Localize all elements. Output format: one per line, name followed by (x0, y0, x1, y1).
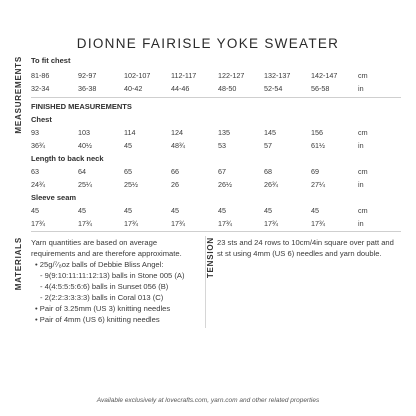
chest-in-5: 53 (218, 141, 226, 150)
chest-in-7: 61½ (311, 141, 325, 150)
divider (31, 97, 401, 98)
length-cm-1: 63 (31, 167, 39, 176)
sleeve-cm-1: 45 (31, 206, 39, 215)
sleeve-in-2: 17¾ (78, 219, 92, 228)
size-in-3: 40-42 (124, 84, 143, 93)
length-in-1: 24¾ (31, 180, 45, 189)
size-in-4: 44-46 (171, 84, 190, 93)
size-in-2: 36-38 (78, 84, 97, 93)
chest-cm-5: 135 (218, 128, 230, 137)
materials-item: • Pair of 4mm (US 6) knitting needles (35, 315, 160, 324)
length-cm-4: 66 (171, 167, 179, 176)
chest-cm-7: 156 (311, 128, 323, 137)
materials-intro: Yarn quantities are based on average requirements and are therefore approximate. (31, 238, 182, 258)
sleeve-cm-5: 45 (218, 206, 226, 215)
sleeve-cm-2: 45 (78, 206, 86, 215)
length-cm-5: 67 (218, 167, 226, 176)
length-in-5: 26½ (218, 180, 232, 189)
length-in-unit: in (358, 180, 364, 189)
length-heading: Length to back neck (31, 154, 104, 163)
size-cm-3: 102-107 (124, 71, 151, 80)
length-cm-3: 65 (124, 167, 132, 176)
sleeve-in-unit: in (358, 219, 364, 228)
size-cm-7: 142-147 (311, 71, 338, 80)
size-cm-2: 92-97 (78, 71, 97, 80)
materials-section-label: MATERIALS (14, 237, 23, 291)
sleeve-in-1: 17¾ (31, 219, 45, 228)
chest-cm-4: 124 (171, 128, 183, 137)
length-cm-6: 68 (264, 167, 272, 176)
sleeve-cm-unit: cm (358, 206, 368, 215)
size-cm-5: 122-127 (218, 71, 245, 80)
sleeve-in-6: 17¾ (264, 219, 278, 228)
yarn-line-stone: 9(9:10:11:11:12:13) balls in Stone 005 (A) (44, 271, 185, 280)
finished-measurements-heading: FINISHED MEASUREMENTS (31, 102, 132, 111)
sleeve-cm-7: 45 (311, 206, 319, 215)
length-cm-2: 64 (78, 167, 86, 176)
materials-item: • 25g/⁷⁄₈oz balls of Debbie Bliss Angel: (35, 260, 164, 269)
chest-cm-1: 93 (31, 128, 39, 137)
yarn-line: - 9(9:10:11:11:12:13) balls in Stone 005 (A) (40, 271, 185, 280)
size-in-unit: in (358, 84, 364, 93)
length-in-4: 26 (171, 180, 179, 189)
section-divider (31, 231, 401, 232)
to-fit-chest-heading: To fit chest (31, 56, 71, 65)
sleeve-in-5: 17¾ (218, 219, 232, 228)
column-divider (205, 236, 206, 328)
chest-in-3: 45 (124, 141, 132, 150)
size-cm-1: 81-86 (31, 71, 50, 80)
measurements-section-label: MEASUREMENTS (14, 56, 23, 134)
size-in-6: 52-54 (264, 84, 283, 93)
size-cm-6: 132-137 (264, 71, 291, 80)
length-in-6: 26¾ (264, 180, 278, 189)
size-in-1: 32-34 (31, 84, 50, 93)
chest-in-6: 57 (264, 141, 272, 150)
pattern-title: DIONNE FAIRISLE YOKE SWEATER (76, 36, 340, 51)
length-in-7: 27¼ (311, 180, 325, 189)
sleeve-heading: Sleeve seam (31, 193, 77, 202)
materials-item-yarn: 25g/⁷⁄₈oz balls of Debbie Bliss Angel: (39, 260, 164, 269)
yarn-line: - 2(2:2:3:3:3:3) balls in Coral 013 (C) (40, 293, 164, 302)
yarn-line: - 4(4:5:5:5:6:6) balls in Sunset 056 (B) (40, 282, 169, 291)
chest-cm-6: 145 (264, 128, 276, 137)
sleeve-in-3: 17¾ (124, 219, 138, 228)
size-in-7: 56-58 (311, 84, 330, 93)
tension-section-label: TENSION (206, 237, 215, 279)
sleeve-cm-6: 45 (264, 206, 272, 215)
size-in-5: 48-50 (218, 84, 237, 93)
materials-item-needles-325: Pair of 3.25mm (US 3) knitting needles (39, 304, 171, 313)
sleeve-in-4: 17¾ (171, 219, 185, 228)
chest-in-unit: in (358, 141, 364, 150)
length-cm-unit: cm (358, 167, 368, 176)
materials-item-needles-4: Pair of 4mm (US 6) knitting needles (39, 315, 160, 324)
length-cm-7: 69 (311, 167, 319, 176)
chest-heading: Chest (31, 115, 52, 124)
chest-cm-3: 114 (124, 128, 136, 137)
chest-in-1: 36¾ (31, 141, 45, 150)
length-in-3: 25½ (124, 180, 138, 189)
length-in-2: 25¼ (78, 180, 92, 189)
materials-item: • Pair of 3.25mm (US 3) knitting needles (35, 304, 171, 313)
tension-text: 23 sts and 24 rows to 10cm/4in square over patt and st st using 4mm (US 6) needles and yarn double. (217, 238, 394, 258)
chest-cm-2: 103 (78, 128, 90, 137)
yarn-line-coral: 2(2:2:3:3:3:3) balls in Coral 013 (C) (44, 293, 164, 302)
chest-in-4: 48¾ (171, 141, 185, 150)
sleeve-in-7: 17¾ (311, 219, 325, 228)
chest-cm-unit: cm (358, 128, 368, 137)
sleeve-cm-3: 45 (124, 206, 132, 215)
materials-block (31, 237, 201, 325)
size-cm-4: 112-117 (171, 71, 197, 80)
footer-note: Available exclusively at lovecrafts.com, yarn.com and other related properties (96, 397, 320, 404)
size-cm-unit: cm (358, 71, 368, 80)
sleeve-cm-4: 45 (171, 206, 179, 215)
yarn-line-sunset: 4(4:5:5:5:6:6) balls in Sunset 056 (B) (44, 282, 169, 291)
chest-in-2: 40½ (78, 141, 92, 150)
